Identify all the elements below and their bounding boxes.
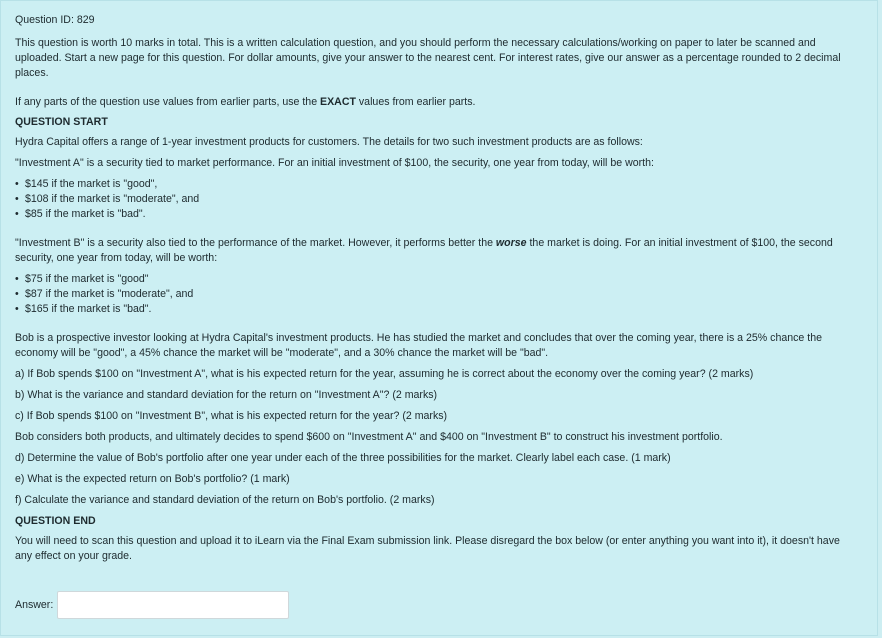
bob-intro-text: Bob is a prospective investor looking at Hydra Capital's investment products. He has studied the market and concludes that over the coming year, there is a 25% chance the economy will be "good", a 45% chance the market will be "moderate", and a 30% chance the market will be "bad". bbox=[15, 332, 822, 359]
bob-considers-text: Bob considers both products, and ultimately decides to spend $600 on "Investment A" and $400 on "Investment B" to construct his investment portfolio. bbox=[15, 431, 723, 443]
part-e: e) What is the expected return on Bob's portfolio? (1 mark) bbox=[15, 473, 290, 485]
hydra-intro-text: Hydra Capital offers a range of 1-year investment products for customers. The details for two such investment products are as follows: bbox=[15, 136, 643, 148]
part-b: b) What is the variance and standard deviation for the return on "Investment A"? (2 marks) bbox=[15, 389, 438, 401]
list-item: • $87 if the market is "moderate", and bbox=[15, 287, 855, 302]
answer-label: Answer: bbox=[15, 599, 54, 611]
part-a: a) If Bob spends $100 on "Investment A", what is his expected return for the year, assuming he is correct about the economy over the coming year? (2 marks) bbox=[15, 368, 754, 380]
investment-b-intro: "Investment B" is a security also tied to the performance of the market. However, it performs better the worse the market is doing. For an initial investment of $100, the second security, one year from today, will be worth: bbox=[15, 237, 833, 264]
question-start-heading: QUESTION START bbox=[15, 116, 108, 128]
part-c: c) If Bob spends $100 on "Investment B", what is his expected return for the year? (2 marks) bbox=[15, 410, 448, 422]
upload-note: You will need to scan this question and upload it to iLearn via the Final Exam submission link. Please disregard the box below (or enter anything you want into it), it doesn't have any effect on your grade. bbox=[15, 535, 840, 562]
investment-b-list bbox=[15, 272, 855, 317]
question-id: Question ID: 829 bbox=[15, 14, 95, 26]
answer-input[interactable] bbox=[57, 591, 289, 619]
list-item: • $165 if the market is "bad". bbox=[15, 302, 855, 317]
exact-values-note: If any parts of the question use values from earlier parts, use the EXACT values from earlier parts. bbox=[15, 96, 476, 108]
part-f: f) Calculate the variance and standard deviation of the return on Bob's portfolio. (2 marks) bbox=[15, 494, 435, 506]
list-item: • $145 if the market is "good", bbox=[15, 177, 855, 192]
list-item: • $108 if the market is "moderate", and bbox=[15, 192, 855, 207]
investment-a-intro: "Investment A" is a security tied to market performance. For an initial investment of $100, the security, one year from today, will be worth: bbox=[15, 157, 654, 169]
question-content bbox=[15, 13, 855, 564]
list-item: • $75 if the market is "good" bbox=[15, 272, 855, 287]
part-d: d) Determine the value of Bob's portfolio after one year under each of the three possibilities for the market. Clearly label each case. (1 mark) bbox=[15, 452, 671, 464]
list-item: • $85 if the market is "bad". bbox=[15, 207, 855, 222]
instructions-text: This question is worth 10 marks in total. This is a written calculation question, and you should perform the necessary calculations/working on paper to later be scanned and uploaded. Start a new page for this question. For dollar amounts, give your answer to the nearest cent. For interest rates, give our answer as a percentage rounded to 2 decimal places. bbox=[15, 37, 841, 79]
investment-a-list bbox=[15, 177, 855, 222]
answer-row bbox=[15, 591, 289, 619]
question-end-heading: QUESTION END bbox=[15, 515, 96, 527]
